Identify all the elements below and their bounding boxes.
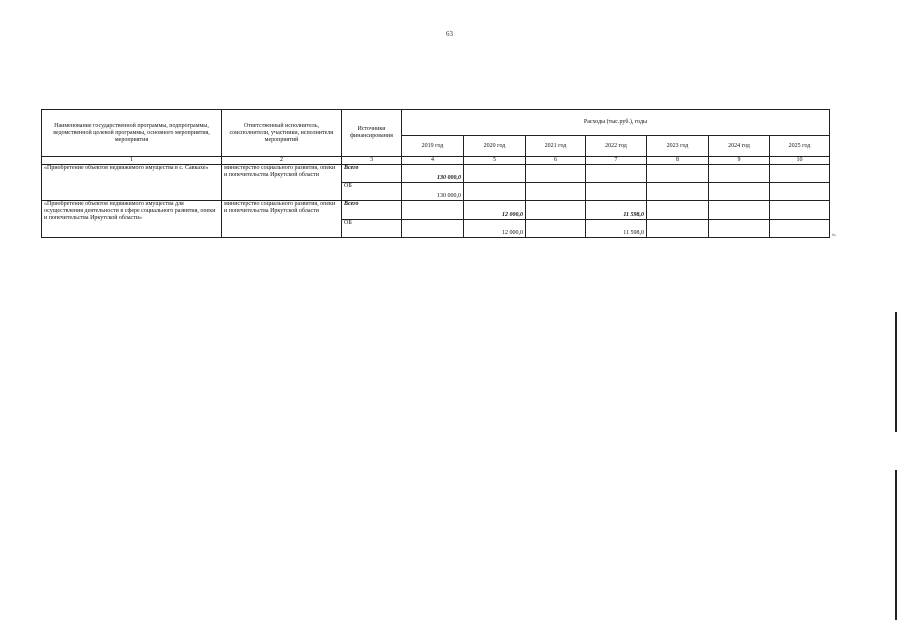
value-cell [709,183,770,201]
column-number-row [42,157,830,165]
value-cell [647,165,709,183]
executor-cell: министерство социального развития, опеки и попечительства Иркутской области [222,165,342,201]
column-number: 5 [464,157,526,165]
value-cell [647,220,709,238]
header-year: 2023 год [647,136,709,157]
value-cell [709,165,770,183]
program-name-cell: «Приобретение объектов недвижимого имущества в с. Савкахе» [42,165,222,201]
column-number: 7 [586,157,647,165]
source-ob-cell: ОБ [342,220,402,238]
program-name-cell: «Приобретение объектов недвижимого имущества для осуществления деятельности в сфере социального развития, опеки и попечительства Иркутской области» [42,201,222,238]
header-year: 2025 год [770,136,830,157]
header-expenses: Расходы (тыс.руб.), годы [402,110,830,136]
column-number: 6 [526,157,586,165]
column-number: 3 [342,157,402,165]
closing-quote-mark: ». [832,232,837,238]
value-cell [464,183,526,201]
source-total-cell: Всего [342,201,402,220]
header-year: 2020 год [464,136,526,157]
value-cell [586,165,647,183]
source-ob-cell: ОБ [342,183,402,201]
value-cell: 130 000,0 [402,165,464,183]
value-cell [647,201,709,220]
header-year: 2022 год [586,136,647,157]
value-cell [526,183,586,201]
value-cell [402,201,464,220]
page-number: 63 [446,30,453,38]
header-program-name: Наименование государственной программы, подпрограммы, ведомственной целевой программы, основного мероприятия, мероприятия [42,110,222,157]
value-cell [526,201,586,220]
column-number: 4 [402,157,464,165]
value-cell: 11 598,0 [586,201,647,220]
value-cell [586,183,647,201]
value-cell [526,220,586,238]
header-executor: Ответственный исполнитель, соисполнители, участники, исполнители мероприятий [222,110,342,157]
table-row [42,165,830,183]
column-number: 10 [770,157,830,165]
column-number: 1 [42,157,222,165]
column-number: 2 [222,157,342,165]
value-cell [709,220,770,238]
value-cell [770,183,830,201]
expenses-table [41,109,830,238]
value-cell [647,183,709,201]
table-row [42,201,830,220]
value-cell [770,165,830,183]
value-cell: 12 000,0 [464,201,526,220]
value-cell: 11 598,0 [586,220,647,238]
header-year: 2019 год [402,136,464,157]
scan-edge-line [895,312,897,432]
value-cell [402,220,464,238]
executor-cell: министерство социального развития, опеки и попечительства Иркутской области [222,201,342,238]
value-cell [526,165,586,183]
value-cell [709,201,770,220]
scan-edge-line [895,470,897,620]
column-number: 8 [647,157,709,165]
value-cell: 12 000,0 [464,220,526,238]
value-cell [770,220,830,238]
value-cell [770,201,830,220]
source-total-cell: Всего [342,165,402,183]
header-row-1 [42,110,830,136]
header-year: 2021 год [526,136,586,157]
column-number: 9 [709,157,770,165]
header-year: 2024 год [709,136,770,157]
header-funding-source: Источники финансирования [342,110,402,157]
value-cell: 130 000,0 [402,183,464,201]
value-cell [464,165,526,183]
